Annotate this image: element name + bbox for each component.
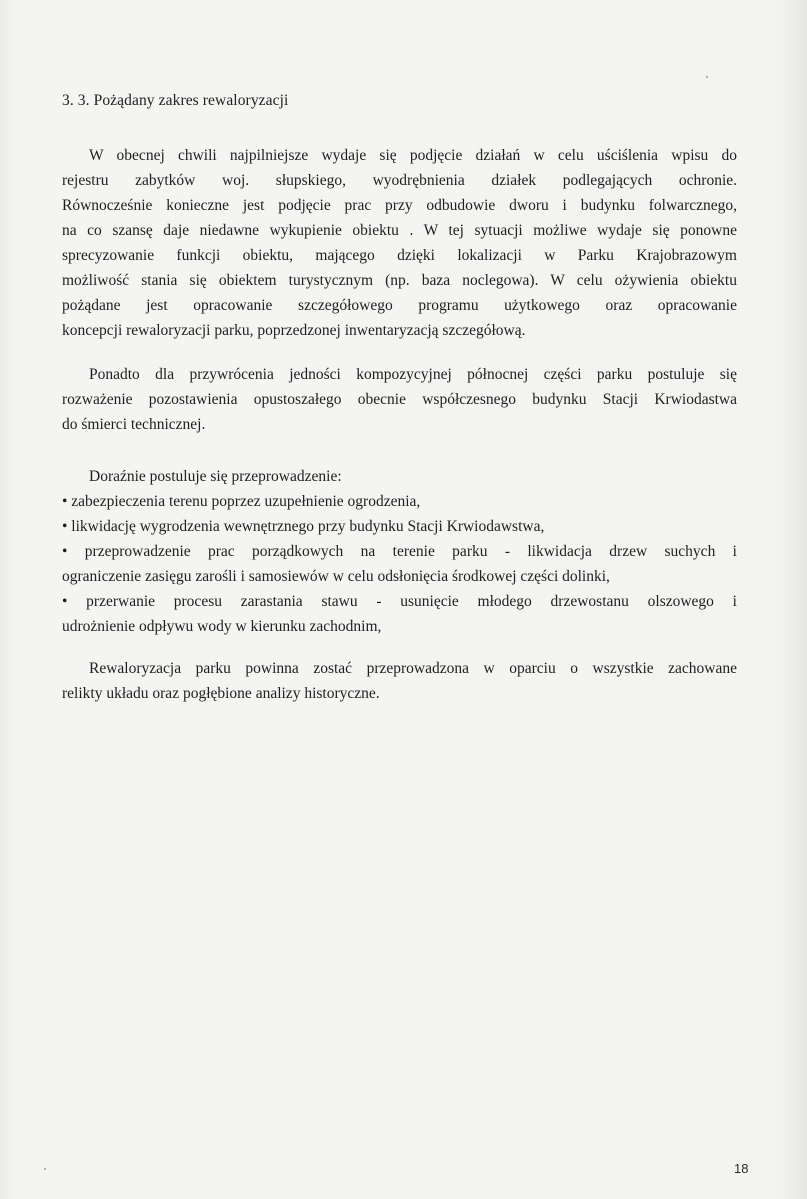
text-line: rejestru zabytków woj. słupskiego, wyodrębnienia działek podlegających ochronie. <box>62 172 737 189</box>
paragraph-3 <box>62 656 737 706</box>
text-line: Rewaloryzacja parku powinna zostać przeprowadzona w oparciu o wszystkie zachowane <box>89 660 737 677</box>
text-line: W obecnej chwili najpilniejsze wydaje się podjęcie działań w celu uściślenia wpisu do <box>89 147 737 164</box>
paragraph-2 <box>62 362 737 437</box>
page-number: 18 <box>734 1161 749 1176</box>
text-line: relikty układu oraz pogłębione analizy historyczne. <box>62 685 380 702</box>
section-heading: 3. 3. Pożądany zakres rewaloryzacji <box>62 92 289 109</box>
text-line: pożądane jest opracowanie szczegółowego programu użytkowego oraz opracowanie <box>62 297 737 314</box>
text-line: Równocześnie konieczne jest podjęcie prac przy odbudowie dworu i budynku folwarcznego, <box>62 197 737 214</box>
text-line: na co szansę daje niedawne wykupienie obiektu . W tej sytuacji możliwe wydaje się ponowne <box>62 222 737 239</box>
list-intro: Doraźnie postuluje się przeprowadzenie: <box>89 468 342 485</box>
list-item: • likwidację wygrodzenia wewnętrznego przy budynku Stacji Krwiodawstwa, <box>62 518 545 535</box>
list-item: • przeprowadzenie prac porządkowych na terenie parku - likwidacja drzew suchych i <box>62 543 737 560</box>
text-line: sprecyzowanie funkcji obiektu, mającego dzięki lokalizacji w Parku Krajobrazowym <box>62 247 737 264</box>
paragraph-1 <box>62 143 737 343</box>
list-item-continuation: udrożnienie odpływu wody w kierunku zachodnim, <box>62 618 382 635</box>
list-item: • zabezpieczenia terenu poprzez uzupełnienie ogrodzenia, <box>62 493 421 510</box>
scan-speck <box>706 76 708 78</box>
text-line: Ponadto dla przywrócenia jedności kompozycyjnej północnej części parku postuluje się <box>89 366 737 383</box>
text-line: do śmierci technicznej. <box>62 416 206 433</box>
text-line: możliwość stania się obiektem turystycznym (np. baza noclegowa). W celu ożywienia obiektu <box>62 272 737 289</box>
list-item-continuation: ograniczenie zasięgu zarośli i samosiewów w celu odsłonięcia środkowej części dolinki, <box>62 568 610 585</box>
text-line: rozważenie pozostawienia opustoszałego obecnie współczesnego budynku Stacji Krwiodastwa <box>62 391 737 408</box>
text-line: koncepcji rewaloryzacji parku, poprzedzonej inwentaryzacją szczegółową. <box>62 322 526 339</box>
list-item: • przerwanie procesu zarastania stawu - usunięcie młodego drzewostanu olszowego i <box>62 593 737 610</box>
scan-speck <box>44 1168 46 1170</box>
action-list <box>62 464 737 639</box>
